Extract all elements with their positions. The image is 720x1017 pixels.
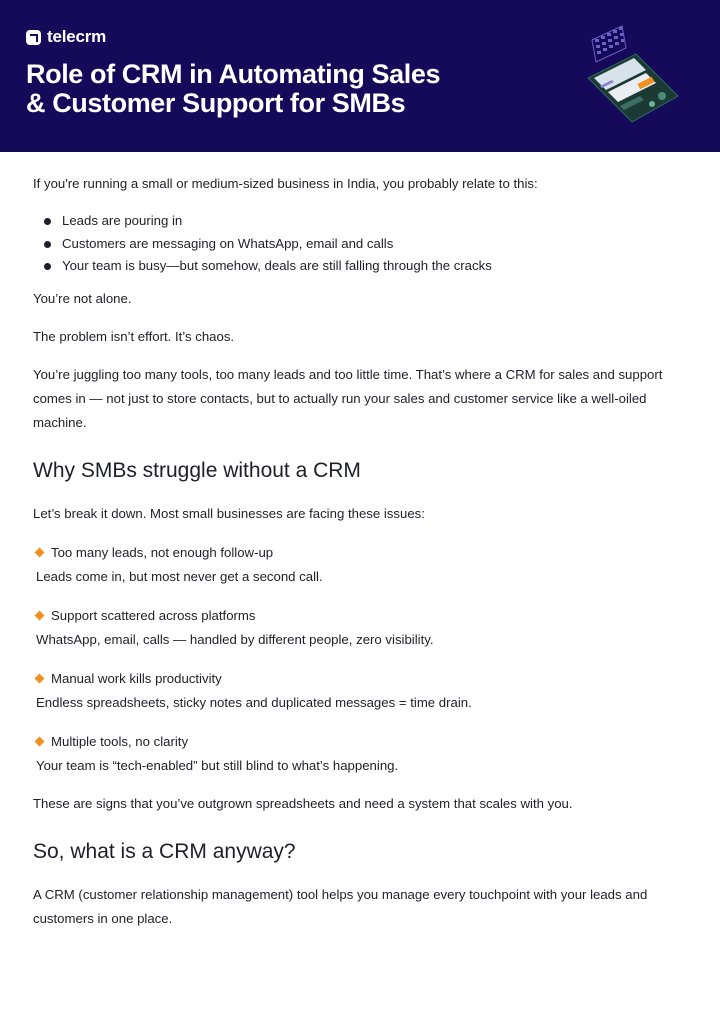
section1-lead: Let’s break it down. Most small businesses are facing these issues:: [33, 505, 425, 521]
orange-diamond-icon: [35, 673, 45, 683]
issue-item: [33, 603, 683, 652]
paragraph-chaos: The problem isn’t effort. It’s chaos.: [33, 328, 235, 344]
issue-item: [33, 666, 683, 715]
tablet-dashboard-icon: [588, 54, 678, 122]
issue-description: Leads come in, but most never get a second call.: [36, 568, 323, 584]
issue-item: [33, 729, 683, 778]
grid-panel-icon: [592, 26, 626, 62]
issue-description: WhatsApp, email, calls — handled by different people, zero visibility.: [36, 631, 434, 647]
list-item: Your team is busy—but somehow, deals are still falling through the cracks: [33, 255, 683, 278]
section-heading-why-smbs: Why SMBs struggle without a CRM: [33, 458, 361, 482]
brand-logo[interactable]: [26, 27, 106, 47]
page-title: [26, 60, 546, 118]
intro-bullet-list: [33, 210, 683, 278]
orange-diamond-icon: [35, 736, 45, 746]
list-item: Leads are pouring in: [33, 210, 683, 233]
telecrm-logo-icon: [26, 30, 41, 45]
title-line-2: & Customer Support for SMBs: [26, 88, 406, 118]
issue-description: Endless spreadsheets, sticky notes and duplicated messages = time drain.: [36, 694, 472, 710]
section-heading-what-is-crm: So, what is a CRM anyway?: [33, 839, 296, 863]
issue-title: Support scattered across platforms: [51, 607, 256, 623]
title-line-1: Role of CRM in Automating Sales: [26, 59, 441, 89]
brand-name: telecrm: [47, 27, 107, 46]
orange-diamond-icon: [35, 547, 45, 557]
issue-description: Your team is “tech-enabled” but still blind to what’s happening.: [36, 757, 399, 773]
dashboard-illustration: [580, 22, 690, 127]
article-body: [33, 172, 683, 945]
paragraph-not-alone: You’re not alone.: [33, 290, 132, 306]
issue-title: Too many leads, not enough follow-up: [51, 544, 274, 560]
header-banner: [0, 0, 720, 152]
section2-paragraph: A CRM (customer relationship management) tool helps you manage every touchpoint with your leads and customers in one place.: [33, 886, 648, 926]
issue-item: [33, 540, 683, 589]
list-item: Customers are messaging on WhatsApp, email and calls: [33, 233, 683, 256]
issue-title: Multiple tools, no clarity: [51, 733, 189, 749]
issue-title: Manual work kills productivity: [51, 670, 222, 686]
intro-lead: If you're running a small or medium-sized business in India, you probably relate to this:: [33, 176, 538, 191]
orange-diamond-icon: [35, 610, 45, 620]
paragraph-juggling: You’re juggling too many tools, too many leads and too little time. That’s where a CRM for sales and support comes in — not just to store contacts, but to actually run your sales and customer service like a well-oiled machine.: [33, 366, 663, 430]
section1-closing: These are signs that you’ve outgrown spreadsheets and need a system that scales with you.: [33, 795, 573, 811]
